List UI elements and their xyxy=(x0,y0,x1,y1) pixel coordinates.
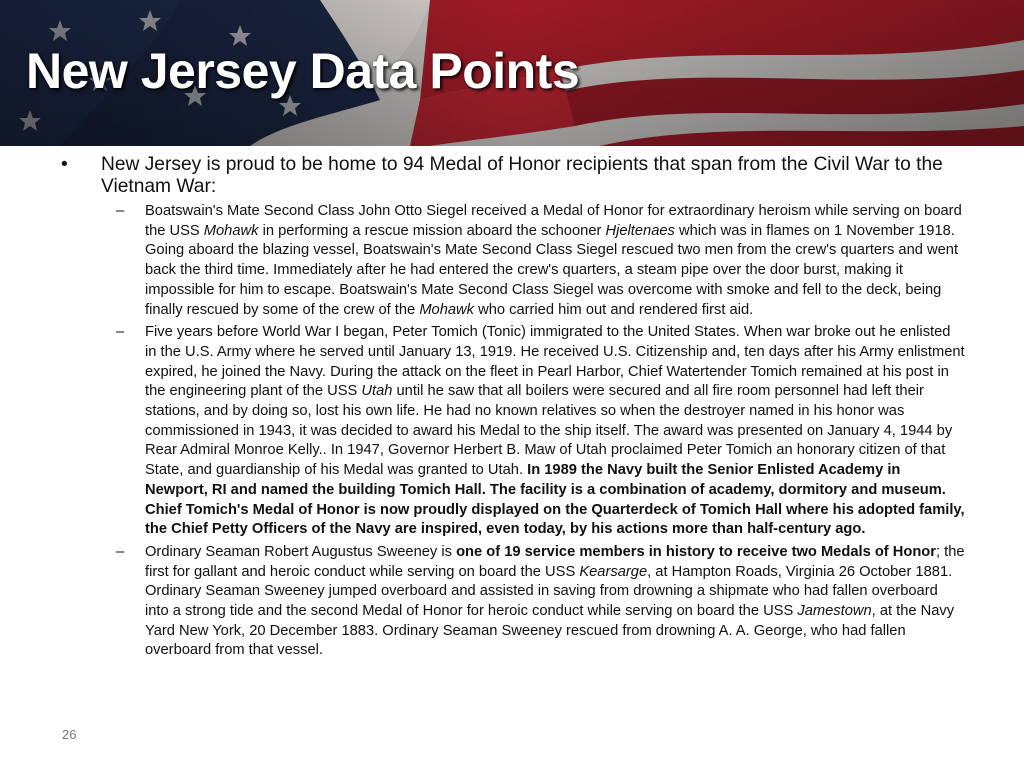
sub-bullet-tomich xyxy=(116,323,965,540)
ship-name-jamestown: Jamestown xyxy=(797,603,872,620)
sweeney-text-2: ; the first for gallant and heroic conduct while serving on board the USS xyxy=(145,543,965,580)
tomich-text-2: until he saw that all boilers were secured and all fire room personnel had left their stations, and by doing so, lost his own life. He had no known relatives so when the destroyer named in his honor was commissioned in 1943, it was decided to award his Medal to the ship itself. The award was presented on January 4, 1944 by Rear Admiral Monroe Kelly.. In 1947, Governor Herbert B. Maw of Utah proclaimed Peter Tomich an honorary citizen of that State, and guardianship of his Medal was granted to Utah. xyxy=(145,383,953,479)
ship-name-hjeltenaes: Hjeltenaes xyxy=(605,222,675,239)
siegel-text-1: Boatswain's Mate Second Class John Otto Siegel received a Medal of Honor for extraordinary heroism while serving on board the USS xyxy=(145,203,962,239)
sub-bullet-sweeney xyxy=(116,543,965,661)
sweeney-text-4: , at the Navy Yard New York, 20 December 1883. Ordinary Seaman Sweeney rescued from drowning A. A. George, who had fallen overboard from that vessel. xyxy=(145,603,955,659)
dash-marker: – xyxy=(116,543,125,560)
flag-banner xyxy=(0,0,1024,146)
dash-marker: – xyxy=(116,203,125,219)
ship-name-mohawk: Mohawk xyxy=(203,222,259,239)
siegel-text-3: which was in flames on 1 November 1918. Going aboard the blazing vessel, Boatswain's Mate Second Class Siegel rescued two men from the crew's quarters and went back the third time. Immediately after he had entered the crew's quarters, a steam pipe over the door burst, making it impossible for him to escape. Boatswain's Mate Second Class Siegel was overcome with smoke and fell to the deck, being finally rescued by some of the crew of the xyxy=(145,222,959,318)
siegel-text-2: in performing a rescue mission aboard the schooner xyxy=(258,222,606,239)
siegel-text-4: who carried him out and rendered first aid. xyxy=(474,301,754,318)
sweeney-bold-text: one of 19 service members in history to receive two Medals of Honor xyxy=(456,543,936,560)
ship-name-utah: Utah xyxy=(361,383,393,400)
ship-name-kearsarge: Kearsarge xyxy=(579,563,648,580)
ship-name-mohawk-2: Mohawk xyxy=(419,301,475,318)
dash-marker: – xyxy=(116,324,125,341)
bullet-marker: • xyxy=(61,154,68,175)
sub-bullet-siegel xyxy=(116,202,965,320)
sweeney-text-1: Ordinary Seaman Robert Augustus Sweeney is xyxy=(145,543,457,560)
tomich-text-1: Five years before World War I began, Peter Tomich (Tonic) immigrated to the United States. When war broke out he enlisted in the U.S. Army where he served until January 13, 1919. He received U.S. Citizenship and, ten days after his Army enlistment expired, he joined the Navy. During the attack on the fleet in Pearl Harbor, Chief Watertender Tomich remained at his post in the engineering plant of the USS xyxy=(145,324,965,400)
page-number: 26 xyxy=(62,727,77,742)
main-bullet xyxy=(61,154,961,198)
sweeney-text-3: , at Hampton Roads, Virginia 26 October 1881. Ordinary Seaman Sweeney jumped overboard and assisted in saving from drowning a shipmate who had fallen overboard into a strong tide and the second Medal of Honor for heroic conduct while serving on board the USS xyxy=(145,563,953,620)
slide-title: New Jersey Data Points xyxy=(26,43,580,99)
tomich-bold-text: In 1989 the Navy built the Senior Enlisted Academy in Newport, RI and named the building Tomich Hall. The facility is a combination of academy, dormitory and museum. Chief Tomich's Medal of Honor is now proudly displayed on the Quarterdeck of Tomich Hall where his adopted family, the Chief Petty Officers of the Navy are inspired, even today, by his actions more than half-century ago. xyxy=(145,462,965,538)
slide-body xyxy=(0,154,1024,661)
main-bullet-text: New Jersey is proud to be home to 94 Medal of Honor recipients that span from the Civil War to the Vietnam War: xyxy=(101,154,943,197)
